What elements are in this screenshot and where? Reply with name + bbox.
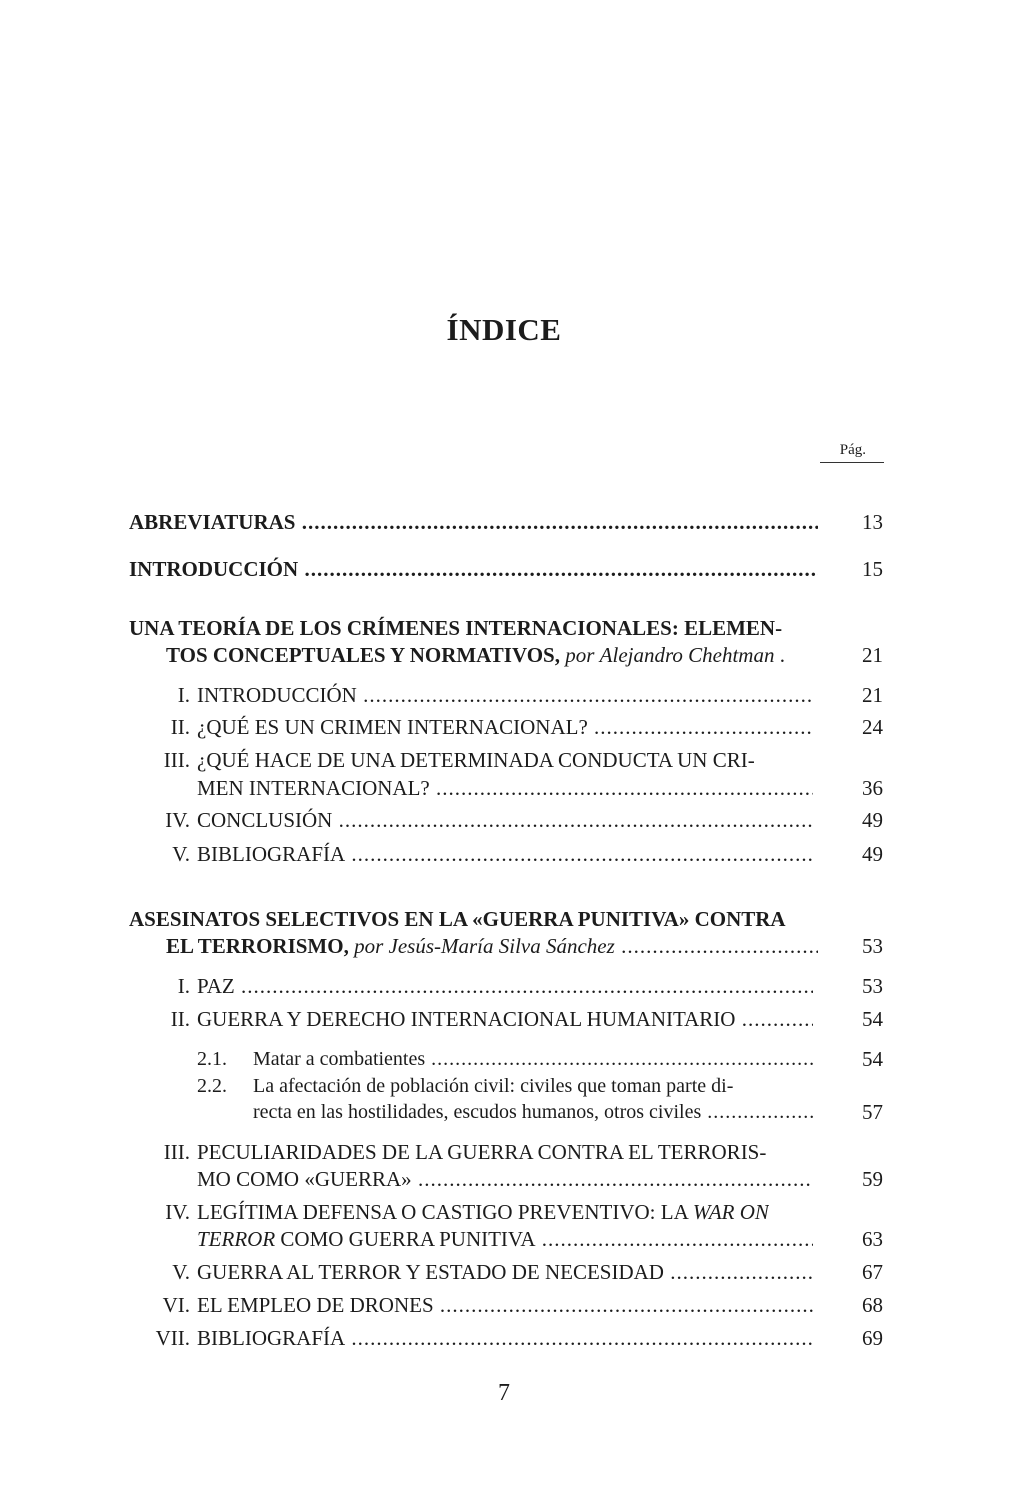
chapter-2-title-line1[interactable] bbox=[0, 905, 1024, 933]
item-label: BIBLIOGRAFÍA ..... bbox=[197, 840, 813, 868]
toc-entry-label: INTRODUCCIÓN ..... bbox=[129, 555, 818, 583]
toc-page-number: 21 bbox=[862, 683, 883, 707]
chapter-1-title-line1[interactable] bbox=[0, 614, 1024, 642]
page-folio: 7 bbox=[498, 1380, 510, 1406]
toc-entry-label: ABREVIATURAS ..... bbox=[129, 508, 818, 536]
item-label: EL EMPLEO DE DRONES ..... bbox=[197, 1291, 813, 1319]
toc-page-number: 54 bbox=[862, 1007, 883, 1031]
item-number: II. bbox=[170, 1007, 190, 1031]
page-column-label: Pág. bbox=[820, 442, 884, 463]
item-number: IV. bbox=[165, 1200, 190, 1224]
chapter-title-cont: TOS CONCEPTUALES Y NORMATIVOS, por Alejandro Chehtman . bbox=[166, 643, 785, 667]
item-label: TERROR COMO GUERRA PUNITIVA ..... bbox=[197, 1225, 813, 1253]
toc-page-number: 24 bbox=[862, 715, 883, 739]
toc-item[interactable] bbox=[0, 746, 1024, 774]
toc-item[interactable] bbox=[0, 1005, 1024, 1033]
item-label: MEN INTERNACIONAL? ..... bbox=[197, 774, 813, 802]
toc-subitem[interactable] bbox=[0, 1072, 1024, 1100]
item-number: VI. bbox=[162, 1293, 190, 1317]
item-number: V. bbox=[172, 1260, 190, 1284]
item-label: PAZ ..... bbox=[197, 972, 813, 1000]
item-label: GUERRA Y DERECHO INTERNACIONAL HUMANITARIO ..... bbox=[197, 1005, 813, 1033]
toc-item[interactable] bbox=[0, 840, 1024, 868]
item-label: GUERRA AL TERROR Y ESTADO DE NECESIDAD ..... bbox=[197, 1258, 813, 1286]
item-label: Matar a combatientes ..... bbox=[253, 1045, 813, 1073]
item-label: BIBLIOGRAFÍA ..... bbox=[197, 1324, 813, 1352]
toc-item[interactable] bbox=[0, 1198, 1024, 1226]
toc-item[interactable] bbox=[0, 972, 1024, 1000]
toc-item[interactable] bbox=[0, 681, 1024, 709]
chapter-author: Jesús-María Silva Sánchez bbox=[388, 934, 615, 958]
chapter-title: ASESINATOS SELECTIVOS EN LA «GUERRA PUNITIVA» CONTRA bbox=[129, 907, 786, 931]
item-number: I. bbox=[177, 974, 190, 998]
toc-page-number: 13 bbox=[862, 510, 883, 534]
toc-page-number: 67 bbox=[862, 1260, 883, 1284]
chapter-2-title-line2[interactable] bbox=[0, 932, 1024, 960]
toc-item-cont[interactable] bbox=[0, 1165, 1024, 1193]
item-number: I. bbox=[177, 683, 190, 707]
chapter-author: Alejandro Chehtman bbox=[599, 643, 775, 667]
toc-page-number: 53 bbox=[862, 934, 883, 958]
item-label: PECULIARIDADES DE LA GUERRA CONTRA EL TERRORIS- bbox=[197, 1140, 767, 1164]
page-title: ÍNDICE bbox=[446, 312, 562, 347]
toc-item[interactable] bbox=[0, 1138, 1024, 1166]
item-label: recta en las hostilidades, escudos humanos, otros civiles ..... bbox=[253, 1098, 813, 1126]
toc-page-number: 49 bbox=[862, 842, 883, 866]
item-label: MO COMO «GUERRA» ..... bbox=[197, 1165, 813, 1193]
item-label: ¿QUÉ ES UN CRIMEN INTERNACIONAL? ..... bbox=[197, 713, 813, 741]
toc-item[interactable] bbox=[0, 1258, 1024, 1286]
toc-subitem[interactable] bbox=[0, 1045, 1024, 1073]
toc-item[interactable] bbox=[0, 1291, 1024, 1319]
toc-item[interactable] bbox=[0, 713, 1024, 741]
item-number: 2.2. bbox=[197, 1075, 227, 1097]
toc-page-number: 68 bbox=[862, 1293, 883, 1317]
toc-page-number: 57 bbox=[862, 1100, 883, 1124]
chapter-title-cont: EL TERRORISMO, por Jesús-María Silva Sánchez ..... bbox=[166, 932, 818, 960]
toc-entry-introduccion[interactable] bbox=[0, 555, 1024, 583]
toc-subitem-cont[interactable] bbox=[0, 1098, 1024, 1126]
toc-item-cont[interactable] bbox=[0, 774, 1024, 802]
item-number: 2.1. bbox=[197, 1048, 227, 1070]
item-label: LEGÍTIMA DEFENSA O CASTIGO PREVENTIVO: LA WAR ON bbox=[197, 1200, 769, 1224]
chapter-1-title-line2[interactable] bbox=[0, 641, 1024, 669]
item-number: VII. bbox=[155, 1326, 190, 1350]
item-number: III. bbox=[163, 1140, 190, 1164]
toc-page-number: 21 bbox=[862, 643, 883, 667]
item-number: V. bbox=[172, 842, 190, 866]
toc-page-number: 49 bbox=[862, 808, 883, 832]
toc-item[interactable] bbox=[0, 1324, 1024, 1352]
toc-entry-abreviaturas[interactable] bbox=[0, 508, 1024, 536]
toc-page-number: 53 bbox=[862, 974, 883, 998]
item-label: La afectación de población civil: civiles que toman parte di- bbox=[253, 1075, 734, 1097]
toc-item-cont[interactable] bbox=[0, 1225, 1024, 1253]
item-number: IV. bbox=[165, 808, 190, 832]
item-label: CONCLUSIÓN ..... bbox=[197, 806, 813, 834]
toc-page-number: 59 bbox=[862, 1167, 883, 1191]
toc-page-number: 54 bbox=[862, 1047, 883, 1071]
toc-page-number: 69 bbox=[862, 1326, 883, 1350]
item-label: ¿QUÉ HACE DE UNA DETERMINADA CONDUCTA UN CRI- bbox=[197, 748, 755, 772]
chapter-title: UNA TEORÍA DE LOS CRÍMENES INTERNACIONALES: ELEMEN- bbox=[129, 616, 783, 640]
item-number: III. bbox=[163, 748, 190, 772]
toc-page-number: 63 bbox=[862, 1227, 883, 1251]
toc-item[interactable] bbox=[0, 806, 1024, 834]
toc-page-number: 15 bbox=[862, 557, 883, 581]
item-label: INTRODUCCIÓN ..... bbox=[197, 681, 813, 709]
item-number: II. bbox=[170, 715, 190, 739]
toc-page-number: 36 bbox=[862, 776, 883, 800]
